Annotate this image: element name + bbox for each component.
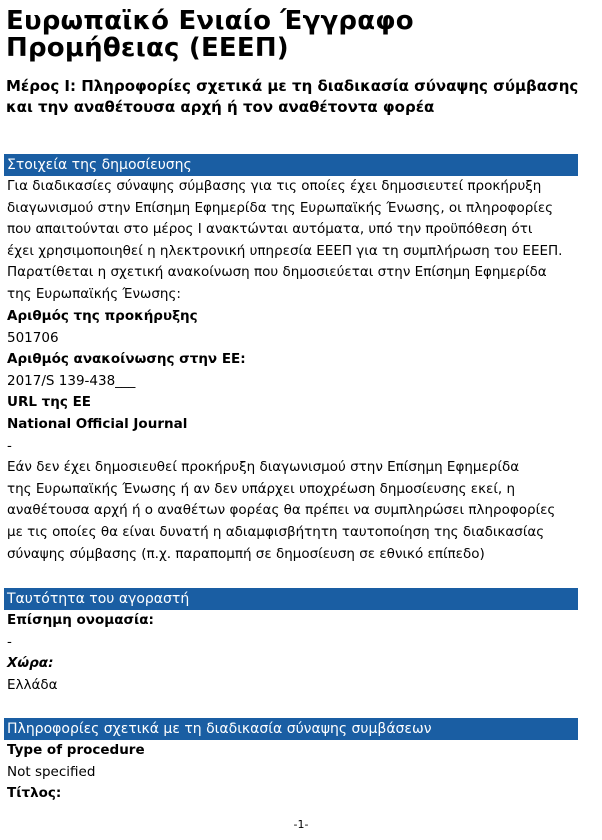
country-label: Χώρα:: [7, 655, 54, 672]
section-heading-publication: Στοιχεία της δημοσίευσης: [4, 154, 578, 176]
note-line: αναθέτουσα αρχή ή ο αναθέτων φορέας θα πρέπει να συμπληρώσει πληροφορίες: [7, 502, 556, 519]
intro-line: έχει χρησιμοποιηθεί η ηλεκτρονική υπηρεσία ΕΕΕΠ για τη συμπλήρωση του ΕΕΕΠ.: [7, 242, 563, 259]
official-name-label: Επίσημη ονομασία:: [7, 612, 154, 628]
note-line: Εάν δεν έχει δημοσιευθεί προκήρυξη διαγωνισμού στην Επίσημη Εφημερίδα: [7, 459, 520, 476]
national-journal-label: National Official Journal: [7, 416, 188, 432]
procedure-type-value: Not specified: [7, 763, 96, 780]
ojeu-url-label: URL της ΕΕ: [7, 394, 92, 411]
procedure-type-label: Type of procedure: [7, 742, 145, 758]
notice-number-value: 501706: [7, 329, 59, 346]
intro-line: Παρατίθεται η σχετική ανακοίνωση που δημοσιεύεται στην Επίσημη Εφημερίδα: [7, 264, 547, 281]
ojeu-number-value: 2017/S 139-438___: [7, 372, 136, 389]
procedure-title-label: Τίτλος:: [7, 785, 62, 802]
national-journal-value: -: [7, 437, 12, 454]
ojeu-number-label: Αριθμός ανακοίνωσης στην ΕΕ:: [7, 351, 246, 368]
country-value: Ελλάδα: [7, 676, 58, 693]
section-heading-buyer: Ταυτότητα του αγοραστή: [4, 588, 578, 610]
note-line: με τις οποίες θα είναι δυνατή η αδιαμφισβήτητη ταυτοποίηση της διαδικασίας: [7, 524, 545, 540]
intro-line: διαγωνισμού στην Επίσημη Εφημερίδα της Ευρωπαϊκής Ένωσης, οι πληροφορίες: [7, 199, 554, 216]
page-number: -1-: [293, 818, 309, 831]
section-heading-procedure: Πληροφορίες σχετικά με τη διαδικασία σύναψης συμβάσεων: [4, 718, 578, 740]
official-name-value: -: [7, 633, 12, 650]
document-title: Ευρωπαϊκό Ενιαίο Έγγραφο Προμήθειας (ΕΕΕΠ): [6, 6, 414, 63]
note-line: της Ευρωπαϊκής Ένωσης ή αν δεν υπάρχει υποχρέωση δημοσίευσης εκεί, η: [7, 480, 516, 497]
notice-number-label: Αριθμός της προκήρυξης: [7, 308, 198, 324]
intro-line: της Ευρωπαϊκής Ένωσης:: [7, 286, 181, 302]
intro-line: Για διαδικασίες σύναψης σύμβασης για τις οποίες έχει δημοσιευτεί προκήρυξη: [7, 178, 542, 194]
intro-line: που απαιτούνται στο μέρος I ανακτώνται αυτόματα, υπό την προϋπόθεση ότι: [7, 221, 533, 238]
part-title: Μέρος I: Πληροφορίες σχετικά με τη διαδικασία σύναψης σύμβασης και την αναθέτουσα αρχή ή τον αναθέτοντα φορέα: [6, 77, 579, 116]
note-line: σύναψης σύμβασης (π.χ. παραπομπή σε δημοσίευση σε εθνικό επίπεδο): [7, 545, 485, 562]
